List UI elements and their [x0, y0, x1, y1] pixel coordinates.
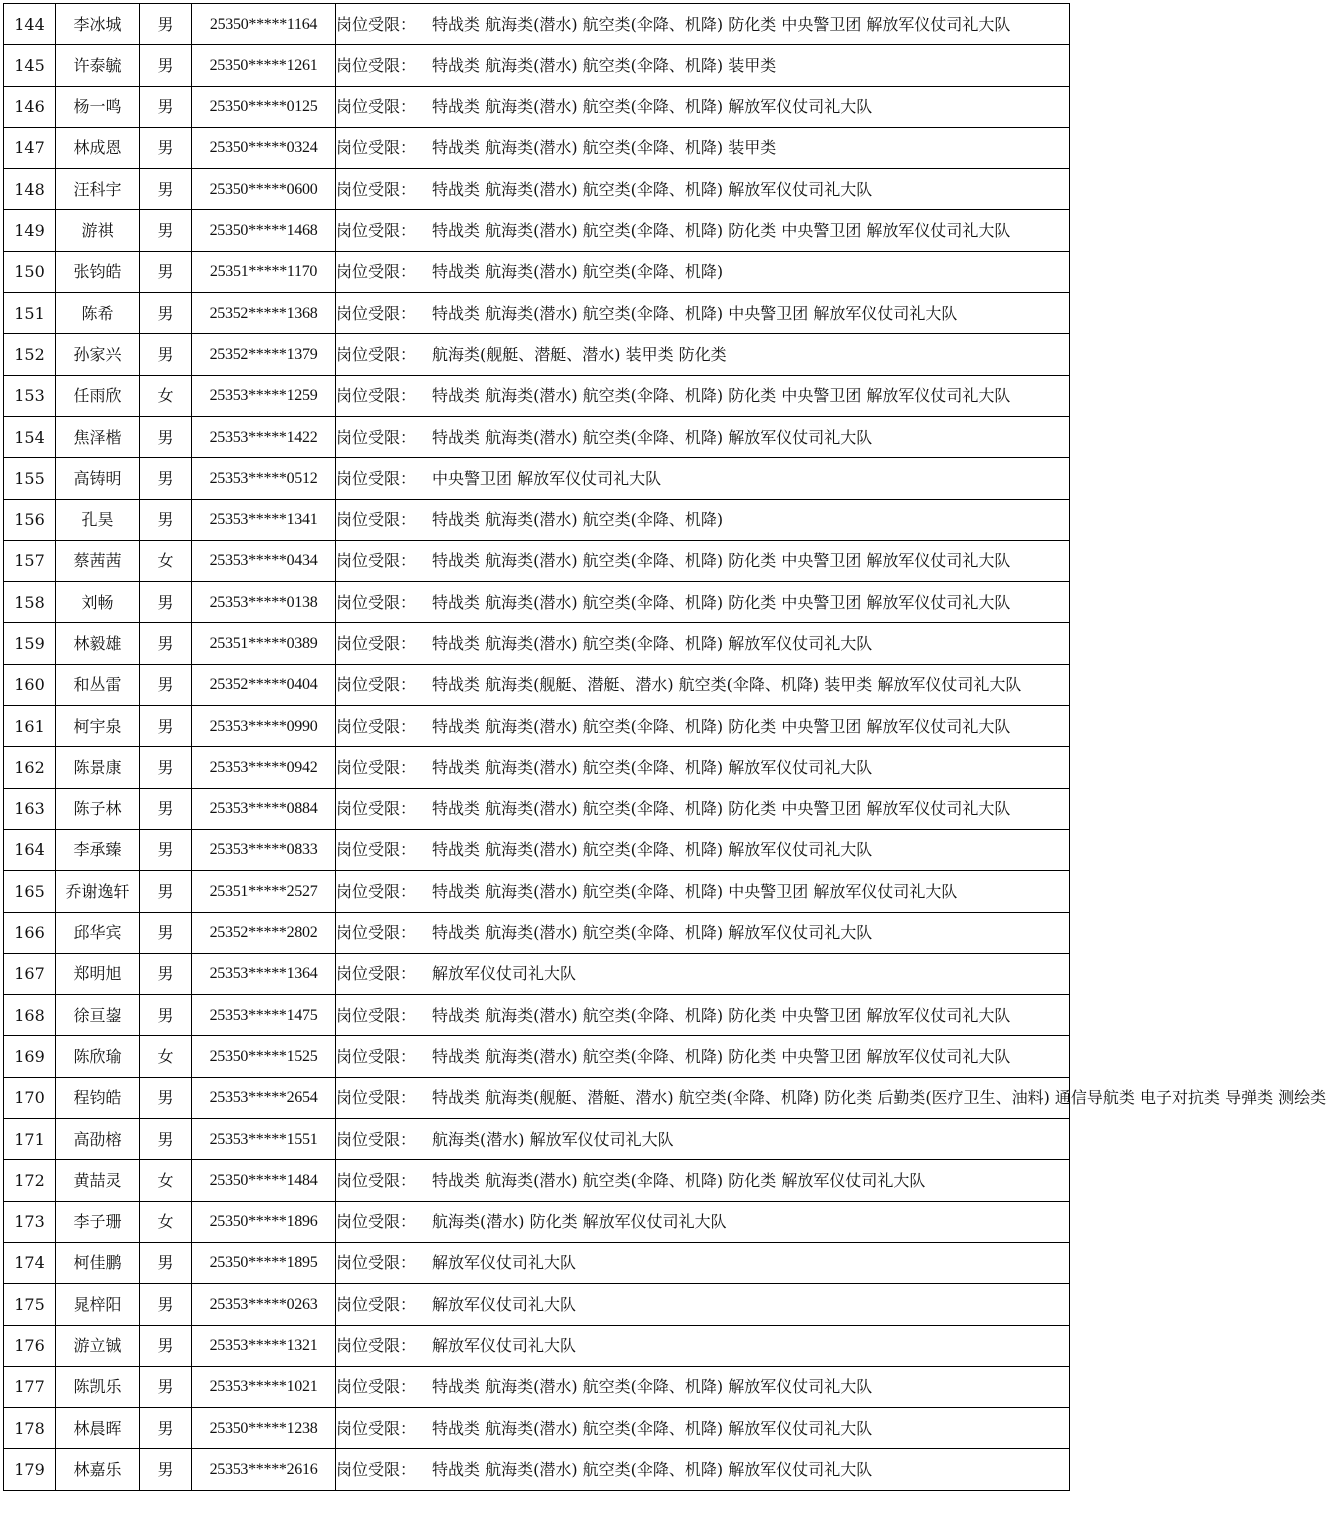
restricted-posts: 特战类 航海类(潜水) 航空类(伞降、机降) 装甲类	[432, 138, 777, 158]
restriction-prefix: 岗位受限：	[336, 468, 417, 488]
applicant-gender: 男	[140, 293, 192, 334]
applicant-name: 乔谢逸轩	[56, 871, 140, 912]
row-number: 176	[4, 1325, 56, 1366]
restricted-posts: 特战类 航海类(潜水) 航空类(伞降、机降) 防化类 中央警卫团 解放军仪仗司礼大队	[432, 221, 1011, 241]
restricted-posts: 特战类 航海类(潜水) 航空类(伞降、机降) 中央警卫团 解放军仪仗司礼大队	[432, 303, 958, 323]
table-row	[4, 1449, 1070, 1490]
restriction-prefix: 岗位受限：	[336, 757, 417, 777]
row-number: 147	[4, 127, 56, 168]
post-restrictions	[336, 1036, 1070, 1077]
table-row	[4, 127, 1070, 168]
table-row	[4, 1408, 1070, 1449]
restricted-posts: 特战类 航海类(潜水) 航空类(伞降、机降) 解放军仪仗司礼大队	[432, 427, 873, 447]
applicant-id: 25350*****1468	[192, 210, 336, 251]
restriction-prefix: 岗位受限：	[336, 97, 417, 117]
post-restrictions	[336, 1366, 1070, 1407]
applicant-name: 刘畅	[56, 582, 140, 623]
applicant-gender: 男	[140, 86, 192, 127]
restricted-posts: 特战类 航海类(潜水) 航空类(伞降、机降) 解放军仪仗司礼大队	[432, 1418, 873, 1438]
post-restrictions	[336, 1449, 1070, 1490]
restriction-prefix: 岗位受限：	[336, 1005, 417, 1025]
applicant-name: 李承臻	[56, 829, 140, 870]
applicant-id: 25353*****1259	[192, 375, 336, 416]
applicant-gender: 男	[140, 1242, 192, 1283]
restriction-prefix: 岗位受限：	[336, 923, 417, 943]
post-restrictions	[336, 788, 1070, 829]
table-row	[4, 499, 1070, 540]
post-restrictions	[336, 45, 1070, 86]
restriction-prefix: 岗位受限：	[336, 1418, 417, 1438]
row-number: 167	[4, 953, 56, 994]
restricted-posts: 特战类 航海类(潜水) 航空类(伞降、机降) 防化类 中央警卫团 解放军仪仗司礼大队	[432, 1046, 1011, 1066]
table-row	[4, 1160, 1070, 1201]
restriction-prefix: 岗位受限：	[336, 964, 417, 984]
table-row	[4, 458, 1070, 499]
post-restrictions	[336, 458, 1070, 499]
restriction-prefix: 岗位受限：	[336, 551, 417, 571]
post-restrictions	[336, 995, 1070, 1036]
applicant-name: 任雨欣	[56, 375, 140, 416]
applicant-gender: 男	[140, 4, 192, 45]
post-restrictions	[336, 1201, 1070, 1242]
applicant-id: 25350*****1238	[192, 1408, 336, 1449]
applicant-gender: 男	[140, 458, 192, 499]
post-restrictions	[336, 499, 1070, 540]
row-number: 161	[4, 706, 56, 747]
post-restrictions	[336, 416, 1070, 457]
post-restrictions	[336, 829, 1070, 870]
restricted-posts: 特战类 航海类(潜水) 航空类(伞降、机降) 解放军仪仗司礼大队	[432, 634, 873, 653]
restricted-posts: 解放军仪仗司礼大队	[432, 1294, 577, 1314]
table-row	[4, 953, 1070, 994]
row-number: 145	[4, 45, 56, 86]
restricted-posts: 特战类 航海类(潜水) 航空类(伞降、机降) 解放军仪仗司礼大队	[432, 1459, 873, 1479]
applicant-name: 李子珊	[56, 1201, 140, 1242]
row-number: 155	[4, 458, 56, 499]
row-number: 151	[4, 293, 56, 334]
applicant-name: 林毅雄	[56, 623, 140, 664]
applicant-gender: 女	[140, 1036, 192, 1077]
restriction-prefix: 岗位受限：	[336, 14, 417, 34]
applicant-gender: 男	[140, 912, 192, 953]
restriction-prefix: 岗位受限：	[336, 1170, 417, 1190]
restricted-posts: 解放军仪仗司礼大队	[432, 964, 577, 984]
restriction-prefix: 岗位受限：	[336, 1129, 417, 1149]
restricted-posts: 特战类 航海类(潜水) 航空类(伞降、机降) 装甲类	[432, 55, 777, 75]
row-number: 146	[4, 86, 56, 127]
restriction-prefix: 岗位受限：	[336, 716, 417, 736]
applicant-gender: 男	[140, 871, 192, 912]
applicant-id: 25353*****0512	[192, 458, 336, 499]
applicant-gender: 女	[140, 375, 192, 416]
table-row	[4, 45, 1070, 86]
table-row	[4, 1201, 1070, 1242]
row-number: 168	[4, 995, 56, 1036]
applicant-id: 25352*****0404	[192, 664, 336, 705]
restriction-prefix: 岗位受限：	[336, 303, 417, 323]
restriction-prefix: 岗位受限：	[336, 1294, 417, 1314]
post-restrictions	[336, 540, 1070, 581]
table-body	[4, 4, 1326, 1491]
applicant-name: 柯宇泉	[56, 706, 140, 747]
restriction-prefix: 岗位受限：	[336, 55, 417, 75]
table-row	[4, 251, 1070, 292]
table-row	[4, 829, 1070, 870]
restriction-prefix: 岗位受限：	[336, 179, 417, 199]
applicant-gender: 男	[140, 706, 192, 747]
applicant-id: 25350*****1261	[192, 45, 336, 86]
restriction-prefix: 岗位受限：	[336, 344, 417, 364]
restriction-table	[3, 3, 1326, 1491]
row-number: 157	[4, 540, 56, 581]
row-number: 165	[4, 871, 56, 912]
applicant-name: 游立铖	[56, 1325, 140, 1366]
table-row	[4, 747, 1070, 788]
post-restrictions	[336, 1119, 1070, 1160]
row-number: 175	[4, 1284, 56, 1325]
restricted-posts: 特战类 航海类(潜水) 航空类(伞降、机降) 解放军仪仗司礼大队	[432, 757, 873, 777]
applicant-gender: 男	[140, 210, 192, 251]
restricted-posts: 特战类 航海类(潜水) 航空类(伞降、机降) 解放军仪仗司礼大队	[432, 923, 873, 943]
restricted-posts: 特战类 航海类(潜水) 航空类(伞降、机降) 防化类 中央警卫团 解放军仪仗司礼大队	[432, 14, 1011, 34]
applicant-gender: 女	[140, 540, 192, 581]
restriction-prefix: 岗位受限：	[336, 1088, 417, 1108]
restriction-prefix: 岗位受限：	[336, 592, 417, 612]
restriction-prefix: 岗位受限：	[336, 1377, 417, 1397]
applicant-gender: 男	[140, 1449, 192, 1490]
applicant-id: 25353*****1321	[192, 1325, 336, 1366]
restricted-posts: 特战类 航海类(潜水) 航空类(伞降、机降) 解放军仪仗司礼大队	[432, 840, 873, 860]
applicant-name: 陈景康	[56, 747, 140, 788]
applicant-gender: 男	[140, 45, 192, 86]
applicant-id: 25350*****1164	[192, 4, 336, 45]
row-number: 170	[4, 1077, 56, 1118]
post-restrictions	[336, 86, 1070, 127]
table-row	[4, 706, 1070, 747]
table-row	[4, 540, 1070, 581]
applicant-name: 蔡茜茜	[56, 540, 140, 581]
applicant-id: 25350*****1895	[192, 1242, 336, 1283]
restriction-prefix: 岗位受限：	[336, 138, 417, 158]
applicant-gender: 男	[140, 334, 192, 375]
row-number: 174	[4, 1242, 56, 1283]
applicant-name: 李冰城	[56, 4, 140, 45]
applicant-name: 孙家兴	[56, 334, 140, 375]
applicant-name: 程钧皓	[56, 1077, 140, 1118]
applicant-id: 25353*****0833	[192, 829, 336, 870]
applicant-name: 许泰毓	[56, 45, 140, 86]
table-row	[4, 1077, 1070, 1118]
restricted-posts: 特战类 航海类(舰艇、潜艇、潜水) 航空类(伞降、机降) 装甲类 解放军仪仗司礼大队	[432, 675, 1022, 695]
applicant-gender: 男	[140, 788, 192, 829]
applicant-id: 25353*****0990	[192, 706, 336, 747]
post-restrictions	[336, 953, 1070, 994]
restriction-prefix: 岗位受限：	[336, 427, 417, 447]
restriction-prefix: 岗位受限：	[336, 1212, 417, 1232]
post-restrictions	[336, 871, 1070, 912]
table-row	[4, 86, 1070, 127]
applicant-id: 25353*****0263	[192, 1284, 336, 1325]
restricted-posts: 特战类 航海类(潜水) 航空类(伞降、机降) 防化类 中央警卫团 解放军仪仗司礼大队	[432, 799, 1011, 819]
table-row	[4, 1242, 1070, 1283]
table-row	[4, 995, 1070, 1036]
row-number: 154	[4, 416, 56, 457]
row-number: 162	[4, 747, 56, 788]
applicant-gender: 男	[140, 953, 192, 994]
table-row	[4, 210, 1070, 251]
applicant-id: 25350*****1896	[192, 1201, 336, 1242]
applicant-name: 柯佳鹏	[56, 1242, 140, 1283]
row-number: 156	[4, 499, 56, 540]
applicant-name: 陈希	[56, 293, 140, 334]
row-number: 166	[4, 912, 56, 953]
restricted-posts: 特战类 航海类(潜水) 航空类(伞降、机降) 解放军仪仗司礼大队	[432, 1377, 873, 1397]
post-restrictions	[336, 664, 1070, 705]
restricted-posts: 特战类 航海类(潜水) 航空类(伞降、机降) 解放军仪仗司礼大队	[432, 97, 873, 117]
table-row	[4, 582, 1070, 623]
post-restrictions	[336, 4, 1070, 45]
table-row	[4, 788, 1070, 829]
table-row	[4, 334, 1070, 375]
applicant-name: 徐亘鋆	[56, 995, 140, 1036]
restricted-posts: 特战类 航海类(潜水) 航空类(伞降、机降) 防化类 中央警卫团 解放军仪仗司礼大队	[432, 1005, 1011, 1025]
row-number: 149	[4, 210, 56, 251]
restriction-prefix: 岗位受限：	[336, 221, 417, 241]
applicant-gender: 男	[140, 664, 192, 705]
row-number: 152	[4, 334, 56, 375]
restriction-prefix: 岗位受限：	[336, 675, 417, 695]
table-row	[4, 169, 1070, 210]
table-row	[4, 623, 1070, 664]
applicant-id: 25350*****1525	[192, 1036, 336, 1077]
applicant-name: 陈凯乐	[56, 1366, 140, 1407]
applicant-gender: 女	[140, 1160, 192, 1201]
applicant-name: 晁梓阳	[56, 1284, 140, 1325]
restriction-prefix: 岗位受限：	[336, 1336, 417, 1356]
restriction-prefix: 岗位受限：	[336, 510, 417, 530]
table-row	[4, 4, 1070, 45]
row-number: 159	[4, 623, 56, 664]
restriction-prefix: 岗位受限：	[336, 1253, 417, 1273]
restricted-posts: 解放军仪仗司礼大队	[432, 1253, 577, 1273]
applicant-id: 25351*****0389	[192, 623, 336, 664]
post-restrictions	[336, 1242, 1070, 1283]
restricted-posts: 特战类 航海类(潜水) 航空类(伞降、机降) 防化类 解放军仪仗司礼大队	[432, 1170, 926, 1190]
table-row	[4, 1119, 1070, 1160]
applicant-gender: 男	[140, 1119, 192, 1160]
table-row	[4, 375, 1070, 416]
restriction-prefix: 岗位受限：	[336, 386, 417, 406]
row-number: 158	[4, 582, 56, 623]
row-number: 153	[4, 375, 56, 416]
applicant-id: 25353*****1341	[192, 499, 336, 540]
applicant-gender: 男	[140, 747, 192, 788]
restricted-posts: 特战类 航海类(潜水) 航空类(伞降、机降)	[432, 262, 724, 282]
applicant-id: 25353*****1551	[192, 1119, 336, 1160]
applicant-name: 陈欣瑜	[56, 1036, 140, 1077]
post-restrictions	[336, 747, 1070, 788]
restriction-prefix: 岗位受限：	[336, 262, 417, 282]
applicant-id: 25351*****1170	[192, 251, 336, 292]
applicant-name: 林嘉乐	[56, 1449, 140, 1490]
applicant-gender: 男	[140, 251, 192, 292]
post-restrictions	[336, 706, 1070, 747]
post-restrictions	[336, 334, 1070, 375]
applicant-name: 黄喆灵	[56, 1160, 140, 1201]
applicant-gender: 男	[140, 1366, 192, 1407]
restricted-posts: 中央警卫团 解放军仪仗司礼大队	[432, 468, 662, 488]
applicant-gender: 男	[140, 582, 192, 623]
restricted-posts: 特战类 航海类(潜水) 航空类(伞降、机降) 防化类 中央警卫团 解放军仪仗司礼大队	[432, 716, 1011, 736]
table-row	[4, 912, 1070, 953]
applicant-name: 游祺	[56, 210, 140, 251]
applicant-gender: 男	[140, 995, 192, 1036]
applicant-gender: 男	[140, 623, 192, 664]
table-row	[4, 416, 1070, 457]
table-row	[4, 1366, 1070, 1407]
row-number: 144	[4, 4, 56, 45]
row-number: 163	[4, 788, 56, 829]
applicant-id: 25352*****1368	[192, 293, 336, 334]
post-restrictions	[336, 912, 1070, 953]
post-restrictions	[336, 375, 1070, 416]
applicant-name: 高劭榕	[56, 1119, 140, 1160]
restricted-posts: 航海类(潜水) 解放军仪仗司礼大队	[432, 1129, 674, 1149]
table-row	[4, 1036, 1070, 1077]
post-restrictions	[336, 293, 1070, 334]
applicant-id: 25353*****0434	[192, 540, 336, 581]
applicant-id: 25353*****1021	[192, 1366, 336, 1407]
applicant-id: 25353*****0884	[192, 788, 336, 829]
applicant-name: 张钧皓	[56, 251, 140, 292]
row-number: 172	[4, 1160, 56, 1201]
applicant-gender: 男	[140, 1325, 192, 1366]
post-restrictions	[336, 1408, 1070, 1449]
table-row	[4, 293, 1070, 334]
applicant-id: 25353*****2616	[192, 1449, 336, 1490]
row-number: 164	[4, 829, 56, 870]
post-restrictions	[336, 1077, 1326, 1118]
applicant-id: 25350*****0600	[192, 169, 336, 210]
restriction-prefix: 岗位受限：	[336, 634, 417, 653]
table-row	[4, 664, 1070, 705]
applicant-gender: 女	[140, 1201, 192, 1242]
post-restrictions	[336, 169, 1070, 210]
applicant-gender: 男	[140, 1408, 192, 1449]
row-number: 150	[4, 251, 56, 292]
post-restrictions	[336, 582, 1070, 623]
row-number: 173	[4, 1201, 56, 1242]
applicant-gender: 男	[140, 416, 192, 457]
row-number: 160	[4, 664, 56, 705]
table-row	[4, 871, 1070, 912]
applicant-id: 25350*****1484	[192, 1160, 336, 1201]
applicant-id: 25353*****0138	[192, 582, 336, 623]
applicant-name: 杨一鸣	[56, 86, 140, 127]
post-restrictions	[336, 1160, 1070, 1201]
applicant-name: 林晨晖	[56, 1408, 140, 1449]
post-restrictions	[336, 1325, 1070, 1366]
applicant-id: 25353*****2654	[192, 1077, 336, 1118]
table-row	[4, 1284, 1070, 1325]
applicant-gender: 男	[140, 127, 192, 168]
post-restrictions	[336, 623, 1070, 664]
restricted-posts: 解放军仪仗司礼大队	[432, 1336, 577, 1356]
restricted-posts: 特战类 航海类(潜水) 航空类(伞降、机降) 中央警卫团 解放军仪仗司礼大队	[432, 881, 958, 901]
post-restrictions	[336, 210, 1070, 251]
applicant-id: 25352*****1379	[192, 334, 336, 375]
applicant-name: 汪科宇	[56, 169, 140, 210]
row-number: 178	[4, 1408, 56, 1449]
row-number: 179	[4, 1449, 56, 1490]
restricted-posts: 特战类 航海类(潜水) 航空类(伞降、机降) 防化类 中央警卫团 解放军仪仗司礼大队	[432, 551, 1011, 571]
applicant-name: 焦泽楷	[56, 416, 140, 457]
applicant-id: 25353*****1364	[192, 953, 336, 994]
restriction-prefix: 岗位受限：	[336, 1046, 417, 1066]
applicant-name: 高铸明	[56, 458, 140, 499]
applicant-id: 25353*****1475	[192, 995, 336, 1036]
table-row	[4, 1325, 1070, 1366]
applicant-id: 25352*****2802	[192, 912, 336, 953]
post-restrictions	[336, 1284, 1070, 1325]
applicant-gender: 男	[140, 1284, 192, 1325]
restricted-posts: 航海类(舰艇、潜艇、潜水) 装甲类 防化类	[432, 344, 727, 364]
restriction-prefix: 岗位受限：	[336, 799, 417, 819]
restricted-posts: 特战类 航海类(潜水) 航空类(伞降、机降) 防化类 中央警卫团 解放军仪仗司礼大队	[432, 386, 1011, 406]
applicant-gender: 男	[140, 1077, 192, 1118]
restricted-posts: 航海类(潜水) 防化类 解放军仪仗司礼大队	[432, 1212, 727, 1232]
restricted-posts: 特战类 航海类(舰艇、潜艇、潜水) 航空类(伞降、机降) 防化类 后勤类(医疗卫生、油料) 通信导航类 电子对抗类 导弹类 测绘类	[432, 1088, 1326, 1108]
restricted-posts: 特战类 航海类(潜水) 航空类(伞降、机降) 解放军仪仗司礼大队	[432, 179, 873, 199]
applicant-name: 邱华宾	[56, 912, 140, 953]
row-number: 171	[4, 1119, 56, 1160]
applicant-id: 25350*****0324	[192, 127, 336, 168]
applicant-name: 郑明旭	[56, 953, 140, 994]
applicant-id: 25351*****2527	[192, 871, 336, 912]
restricted-posts: 特战类 航海类(潜水) 航空类(伞降、机降)	[432, 510, 724, 530]
applicant-id: 25353*****0942	[192, 747, 336, 788]
row-number: 177	[4, 1366, 56, 1407]
applicant-gender: 男	[140, 499, 192, 540]
restricted-posts: 特战类 航海类(潜水) 航空类(伞降、机降) 防化类 中央警卫团 解放军仪仗司礼大队	[432, 592, 1011, 612]
applicant-name: 林成恩	[56, 127, 140, 168]
applicant-gender: 男	[140, 169, 192, 210]
restriction-prefix: 岗位受限：	[336, 881, 417, 901]
restriction-prefix: 岗位受限：	[336, 1459, 417, 1479]
applicant-id: 25350*****0125	[192, 86, 336, 127]
restriction-prefix: 岗位受限：	[336, 840, 417, 860]
applicant-name: 和丛雷	[56, 664, 140, 705]
row-number: 148	[4, 169, 56, 210]
post-restrictions	[336, 251, 1070, 292]
applicant-id: 25353*****1422	[192, 416, 336, 457]
applicant-name: 孔昊	[56, 499, 140, 540]
applicant-name: 陈子林	[56, 788, 140, 829]
row-number: 169	[4, 1036, 56, 1077]
post-restrictions	[336, 127, 1070, 168]
applicant-gender: 男	[140, 829, 192, 870]
